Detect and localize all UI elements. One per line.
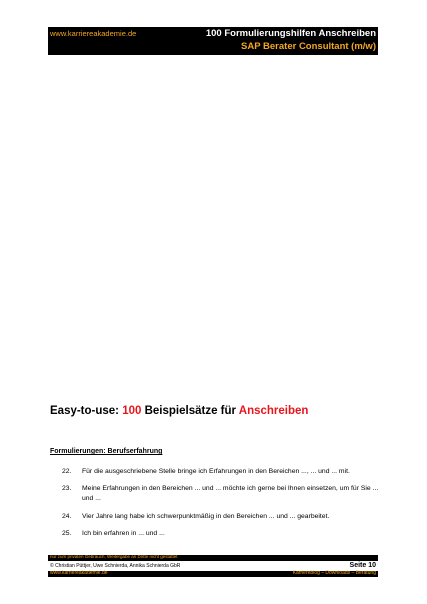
headline-part2: Beispielsätze für <box>141 405 239 417</box>
page-header <box>48 27 378 55</box>
footer-url-link[interactable]: www.karriereakademie.de <box>50 570 108 576</box>
footer-notice: nur zum privaten Gebrauch, Weitergabe an Dritte nicht gestattet <box>50 554 178 559</box>
footer-links[interactable]: Karriereblog – Downloads – Beratung <box>292 570 376 576</box>
item-number: 22. <box>62 468 72 475</box>
headline-number: 100 <box>122 405 142 417</box>
item-text: Für die ausgeschriebene Stelle bringe ich Erfahrungen in den Bereichen ..., ... und ... mit. <box>82 468 350 475</box>
headline <box>50 405 308 417</box>
item-number: 24. <box>62 513 72 520</box>
footer-link-bar <box>48 571 378 577</box>
section-title: Formulierungen: Berufserfahrung <box>50 448 163 455</box>
item-number: 25. <box>62 530 72 537</box>
header-subtitle: SAP Berater Consultant (m/w) <box>241 41 376 52</box>
footer-notice-bar <box>48 555 378 561</box>
header-url-link[interactable]: www.karriereakademie.de <box>50 29 137 38</box>
item-number: 23. <box>62 485 72 492</box>
headline-highlight: Anschreiben <box>238 405 309 417</box>
footer-copyright: © Christian Püttjer, Uwe Schnierda, Annika Schnierda GbR <box>50 563 181 569</box>
page-number: Seite 10 <box>349 562 376 569</box>
item-text: Ich bin erfahren in ... und ... <box>82 530 165 537</box>
item-text: Meine Erfahrungen in den Bereichen ... und ... möchte ich gerne bei Ihnen einsetzen, um für Sie ... und ... <box>82 485 379 502</box>
headline-part1: Easy-to-use: <box>50 405 123 417</box>
header-title: 100 Formulierungshilfen Anschreiben <box>205 28 376 39</box>
item-text: Vier Jahre lang habe ich schwerpunktmäßig in den Bereichen ... und ... gearbeitet. <box>82 513 330 520</box>
